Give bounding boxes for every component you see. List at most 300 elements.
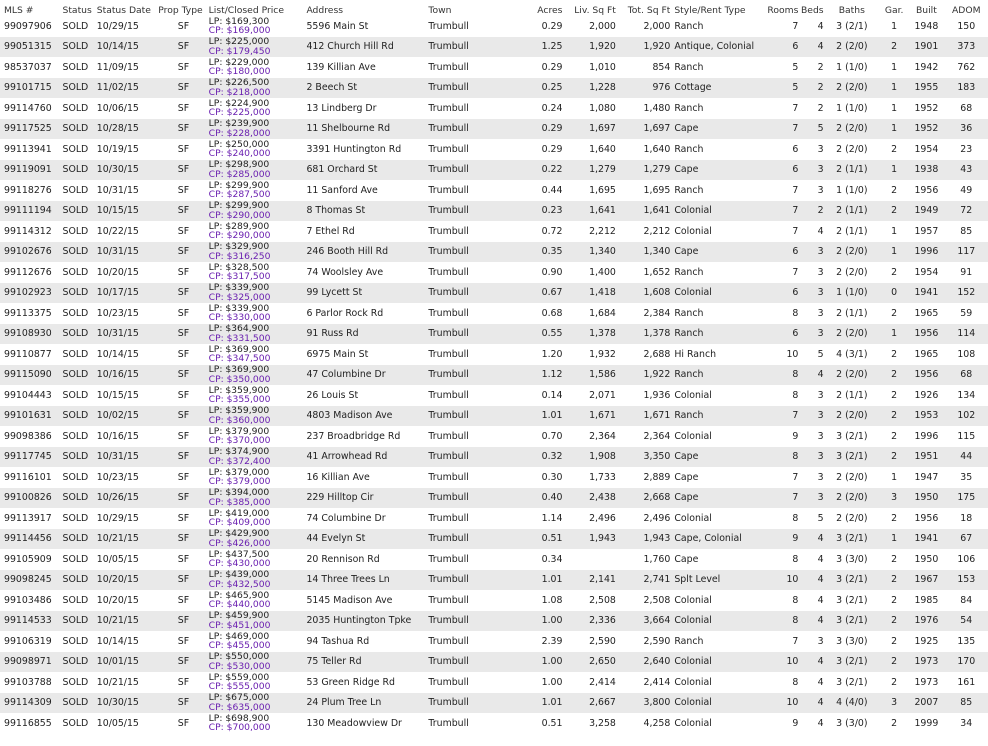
- liv-sqft-cell: 1,920: [562, 37, 615, 58]
- town-cell: Trumbull: [428, 594, 469, 606]
- price-cell: [209, 324, 307, 345]
- liv-sqft-cell: 2,650: [562, 652, 615, 673]
- adom-cell: 85: [960, 225, 973, 237]
- beds-cell: 2: [798, 78, 823, 99]
- acres-cell: 1.00: [515, 652, 562, 673]
- list-price: LP: $239,900: [208, 118, 270, 130]
- liv-sqft-cell: 1,010: [589, 61, 616, 73]
- prop-type-cell: SF: [158, 160, 208, 181]
- baths-cell: 2 (2/0): [824, 324, 880, 345]
- garage-cell: 2: [891, 307, 898, 319]
- prop-type-cell: SF: [158, 570, 208, 591]
- rooms-cell: 7: [765, 119, 798, 140]
- adom-cell: 170: [945, 652, 988, 673]
- beds-cell: 3: [798, 283, 823, 304]
- baths-cell: 2 (2/0): [824, 78, 880, 99]
- status-cell: SOLD: [62, 471, 89, 483]
- table-row: [0, 262, 988, 283]
- list-price: LP: $359,900: [208, 385, 270, 396]
- built-cell: 1950: [908, 488, 944, 509]
- rooms-cell: 6: [765, 37, 798, 58]
- tot-sqft-cell: 4,258: [643, 717, 671, 729]
- tot-sqft-cell: 2,414: [643, 676, 671, 688]
- status-cell: SOLD: [62, 266, 89, 278]
- prop-type-cell: SF: [158, 324, 208, 345]
- mls-cell: 99113375: [4, 307, 52, 319]
- price-cell: [209, 590, 307, 611]
- list-price: LP: $250,000: [208, 139, 270, 150]
- tot-sqft-cell: 3,800: [616, 693, 670, 714]
- acres-cell: 0.51: [515, 529, 562, 550]
- status-cell: SOLD: [63, 365, 97, 386]
- status-cell: SOLD: [62, 225, 89, 237]
- beds-cell: 4: [817, 20, 824, 32]
- rooms-cell: 8: [792, 307, 799, 319]
- style-cell: Ranch: [674, 184, 704, 196]
- rooms-cell: 6: [765, 283, 798, 304]
- beds-cell: 4: [798, 652, 823, 673]
- acres-cell: 1.01: [515, 406, 562, 427]
- closed-price: CP: $228,000: [208, 127, 271, 139]
- tot-sqft-cell: 1,652: [643, 266, 671, 278]
- list-price: LP: $374,900: [208, 446, 270, 458]
- list-price: LP: $339,900: [208, 303, 270, 314]
- liv-sqft-cell: 1,733: [589, 471, 616, 483]
- adom-cell: 43: [945, 160, 988, 181]
- baths-cell: 1 (1/0): [836, 102, 868, 114]
- adom-cell: 373: [945, 37, 988, 58]
- garage-cell: 2: [891, 348, 898, 360]
- town-cell: Trumbull: [428, 553, 469, 565]
- rooms-cell: 8: [792, 389, 799, 401]
- mls-cell: 99108930: [0, 324, 63, 345]
- status-cell: SOLD: [62, 184, 89, 196]
- list-price: LP: $379,900: [208, 426, 270, 437]
- acres-cell: 1.08: [541, 594, 563, 606]
- status-cell: SOLD: [62, 553, 89, 565]
- rooms-cell: 7: [792, 20, 799, 32]
- baths-cell: 4 (3/1): [836, 348, 868, 360]
- built-cell: 1955: [908, 78, 944, 99]
- town-cell: Trumbull: [428, 447, 515, 468]
- tot-sqft-cell: 1,920: [616, 37, 670, 58]
- status-date-cell: 10/31/15: [97, 324, 158, 345]
- town-cell: Trumbull: [428, 307, 469, 319]
- mls-cell: 98537037: [4, 61, 52, 73]
- adom-cell: 91: [960, 266, 973, 278]
- garage-cell: 2: [891, 389, 898, 401]
- baths-cell: 2 (2/0): [836, 512, 868, 524]
- list-price: LP: $329,900: [208, 241, 270, 253]
- prop-type-cell: SF: [177, 512, 190, 524]
- acres-cell: 0.22: [515, 160, 562, 181]
- table-row: [0, 365, 988, 386]
- status-date-cell: 11/09/15: [96, 61, 139, 73]
- prop-type-cell: SF: [177, 61, 190, 73]
- status-cell: SOLD: [63, 693, 97, 714]
- mls-cell: 99114456: [0, 529, 63, 550]
- prop-type-cell: SF: [158, 529, 208, 550]
- rooms-cell: 6: [792, 143, 799, 155]
- rooms-cell: 7: [765, 201, 798, 222]
- status-date-cell: 10/20/15: [97, 570, 158, 591]
- baths-cell: 2 (2/0): [824, 37, 880, 58]
- status-cell: SOLD: [62, 143, 89, 155]
- price-cell: [209, 672, 307, 693]
- acres-cell: 1.12: [515, 365, 562, 386]
- table-row: [0, 242, 988, 263]
- col-liv-sqft: Liv. Sq Ft: [574, 5, 616, 16]
- closed-price: CP: $225,000: [208, 107, 271, 119]
- built-cell: 1942: [914, 61, 939, 73]
- liv-sqft-cell: 1,228: [562, 78, 615, 99]
- mls-cell: 99098245: [0, 570, 63, 591]
- list-price: LP: $369,900: [208, 344, 270, 355]
- town-cell: Trumbull: [428, 693, 515, 714]
- list-price: LP: $226,500: [208, 77, 270, 89]
- built-cell: 1941: [908, 283, 944, 304]
- address-cell: 75 Teller Rd: [306, 652, 428, 673]
- list-price: LP: $698,900: [208, 713, 270, 724]
- mls-cell: 99114533: [0, 611, 63, 632]
- status-date-cell: 10/02/15: [97, 406, 158, 427]
- town-cell: Trumbull: [428, 20, 469, 32]
- closed-price: CP: $330,000: [208, 312, 271, 324]
- status-cell: SOLD: [63, 201, 97, 222]
- tot-sqft-cell: 1,922: [616, 365, 670, 386]
- price-cell: [209, 406, 307, 427]
- acres-cell: 0.44: [541, 184, 563, 196]
- town-cell: Trumbull: [428, 266, 469, 278]
- closed-price: CP: $179,450: [208, 45, 271, 57]
- table-row: [0, 37, 988, 58]
- acres-cell: 0.34: [541, 553, 563, 565]
- prop-type-cell: SF: [177, 717, 190, 729]
- acres-cell: 0.29: [541, 143, 563, 155]
- address-cell: 8 Thomas St: [306, 201, 428, 222]
- liv-sqft-cell: 2,071: [589, 389, 616, 401]
- baths-cell: 1 (1/0): [836, 61, 868, 73]
- town-cell: Trumbull: [428, 102, 469, 114]
- garage-cell: 2: [880, 365, 908, 386]
- prop-type-cell: SF: [158, 611, 208, 632]
- table-row: [0, 324, 988, 345]
- mls-cell: 99114312: [4, 225, 52, 237]
- status-date-cell: 10/17/15: [97, 283, 158, 304]
- closed-price: CP: $218,000: [208, 86, 271, 98]
- beds-cell: 4: [798, 611, 823, 632]
- list-price: LP: $169,300: [208, 16, 270, 27]
- beds-cell: 4: [798, 37, 823, 58]
- closed-price: CP: $530,000: [208, 660, 271, 672]
- price-cell: [209, 447, 307, 468]
- prop-type-cell: SF: [177, 266, 190, 278]
- beds-cell: 5: [798, 119, 823, 140]
- garage-cell: 2: [880, 201, 908, 222]
- table-row: [0, 652, 988, 673]
- liv-sqft-cell: 1,684: [589, 307, 616, 319]
- acres-cell: 0.29: [515, 119, 562, 140]
- liv-sqft-cell: 1,279: [562, 160, 615, 181]
- mls-cell: 99101631: [0, 406, 63, 427]
- baths-cell: 2 (2/0): [836, 471, 868, 483]
- mls-cell: 99118276: [4, 184, 52, 196]
- beds-cell: 3: [798, 324, 823, 345]
- baths-cell: 3 (2/1): [836, 594, 868, 606]
- mls-cell: 99101715: [0, 78, 63, 99]
- beds-cell: 3: [817, 430, 824, 442]
- style-cell: Ranch: [670, 365, 765, 386]
- prop-type-cell: SF: [177, 20, 190, 32]
- beds-cell: 3: [817, 389, 824, 401]
- liv-sqft-cell: 2,364: [589, 430, 616, 442]
- built-cell: 1973: [908, 652, 944, 673]
- price-cell: [209, 467, 307, 488]
- price-cell: [209, 693, 307, 714]
- garage-cell: 2: [891, 266, 898, 278]
- rooms-cell: 7: [792, 184, 799, 196]
- address-cell: 44 Evelyn St: [306, 529, 428, 550]
- liv-sqft-cell: 2,336: [562, 611, 615, 632]
- town-cell: Trumbull: [428, 570, 515, 591]
- address-cell: 91 Russ Rd: [306, 324, 428, 345]
- price-cell: [209, 201, 307, 222]
- mls-cell: 99114760: [4, 102, 52, 114]
- price-cell: [209, 262, 307, 283]
- style-cell: Cape: [670, 242, 765, 263]
- beds-cell: 5: [817, 512, 824, 524]
- col-status: Status: [62, 5, 92, 16]
- col-style: Style/Rent Type: [674, 5, 746, 16]
- mls-cell: 99113941: [4, 143, 52, 155]
- status-cell: SOLD: [62, 20, 89, 32]
- garage-cell: 2: [891, 553, 898, 565]
- prop-type-cell: SF: [177, 389, 190, 401]
- table-row: [0, 57, 988, 78]
- tot-sqft-cell: 2,640: [616, 652, 670, 673]
- built-cell: 1949: [908, 201, 944, 222]
- style-cell: Cape: [670, 488, 765, 509]
- liv-sqft-cell: 2,496: [589, 512, 616, 524]
- prop-type-cell: SF: [177, 307, 190, 319]
- price-cell: [209, 426, 307, 447]
- baths-cell: 2 (2/0): [824, 119, 880, 140]
- baths-cell: 1 (1/0): [824, 283, 880, 304]
- town-cell: Trumbull: [428, 283, 515, 304]
- closed-price: CP: $440,000: [208, 599, 271, 611]
- table-row: [0, 180, 988, 201]
- prop-type-cell: SF: [177, 676, 190, 688]
- closed-price: CP: $360,000: [208, 414, 271, 426]
- garage-cell: 2: [880, 570, 908, 591]
- town-cell: Trumbull: [428, 512, 469, 524]
- status-date-cell: 10/14/15: [96, 635, 139, 647]
- status-cell: SOLD: [63, 570, 97, 591]
- beds-cell: 4: [817, 717, 824, 729]
- status-date-cell: 10/31/15: [97, 242, 158, 263]
- adom-cell: 67: [945, 529, 988, 550]
- rooms-cell: 6: [765, 324, 798, 345]
- beds-cell: 4: [798, 570, 823, 591]
- status-date-cell: 10/30/15: [97, 160, 158, 181]
- status-cell: SOLD: [62, 717, 89, 729]
- table-row: [0, 283, 988, 304]
- price-cell: [209, 529, 307, 550]
- status-cell: SOLD: [62, 389, 89, 401]
- prop-type-cell: SF: [177, 430, 190, 442]
- garage-cell: 1: [891, 61, 898, 73]
- status-cell: SOLD: [62, 61, 89, 73]
- status-date-cell: 10/30/15: [97, 693, 158, 714]
- mls-cell: 99114309: [0, 693, 63, 714]
- status-date-cell: 10/05/15: [96, 553, 139, 565]
- tot-sqft-cell: 1,697: [616, 119, 670, 140]
- list-price: LP: $339,900: [208, 282, 270, 294]
- prop-type-cell: SF: [158, 201, 208, 222]
- town-cell: Trumbull: [428, 324, 515, 345]
- liv-sqft-cell: 1,943: [562, 529, 615, 550]
- style-cell: Cape: [674, 471, 699, 483]
- table-row: [0, 590, 988, 611]
- list-price: LP: $439,000: [208, 569, 270, 581]
- acres-cell: 1.01: [515, 693, 562, 714]
- address-cell: 11 Sanford Ave: [306, 184, 378, 196]
- garage-cell: 2: [880, 447, 908, 468]
- table-row: [0, 631, 988, 652]
- style-cell: Cape: [670, 447, 765, 468]
- status-cell: SOLD: [62, 512, 89, 524]
- prop-type-cell: SF: [158, 652, 208, 673]
- prop-type-cell: SF: [158, 365, 208, 386]
- built-cell: 1954: [914, 266, 939, 278]
- liv-sqft-cell: 2,414: [589, 676, 616, 688]
- prop-type-cell: SF: [177, 553, 190, 565]
- garage-cell: 3: [880, 488, 908, 509]
- style-cell: Colonial: [674, 430, 712, 442]
- beds-cell: 3: [798, 160, 823, 181]
- closed-price: CP: $409,000: [208, 517, 271, 529]
- adom-cell: 153: [945, 570, 988, 591]
- style-cell: Splt Level: [670, 570, 765, 591]
- closed-price: CP: $430,000: [208, 558, 271, 570]
- tot-sqft-cell: 2,508: [643, 594, 671, 606]
- address-cell: 41 Arrowhead Rd: [306, 447, 428, 468]
- price-cell: [209, 242, 307, 263]
- table-row: [0, 16, 988, 37]
- built-cell: 1996: [914, 430, 939, 442]
- baths-cell: 3 (2/1): [824, 570, 880, 591]
- price-cell: [209, 385, 307, 406]
- acres-cell: 0.35: [515, 242, 562, 263]
- tot-sqft-cell: 1,760: [643, 553, 671, 565]
- status-date-cell: 10/21/15: [96, 676, 139, 688]
- built-cell: 1954: [914, 143, 939, 155]
- table-row: [0, 672, 988, 693]
- acres-cell: 0.70: [541, 430, 563, 442]
- tot-sqft-cell: 2,496: [643, 512, 671, 524]
- price-cell: [209, 139, 307, 160]
- rooms-cell: 9: [765, 529, 798, 550]
- list-price: LP: $419,000: [208, 508, 270, 519]
- mls-cell: 99106319: [4, 635, 52, 647]
- tot-sqft-cell: 3,664: [616, 611, 670, 632]
- acres-cell: 0.24: [541, 102, 563, 114]
- rooms-cell: 7: [792, 471, 799, 483]
- address-cell: 3391 Huntington Rd: [306, 143, 402, 155]
- prop-type-cell: SF: [158, 119, 208, 140]
- status-cell: SOLD: [63, 611, 97, 632]
- list-price: LP: $225,000: [208, 36, 270, 48]
- baths-cell: 3 (2/1): [836, 430, 868, 442]
- tot-sqft-cell: 2,384: [643, 307, 671, 319]
- table-row: [0, 344, 988, 365]
- baths-cell: 2 (1/1): [836, 225, 868, 237]
- price-cell: [209, 549, 307, 570]
- address-cell: 6975 Main St: [306, 348, 369, 360]
- list-price: LP: $379,000: [208, 467, 270, 478]
- town-cell: Trumbull: [428, 529, 515, 550]
- garage-cell: 2: [880, 611, 908, 632]
- status-date-cell: 10/20/15: [96, 266, 139, 278]
- tot-sqft-cell: 854: [652, 61, 671, 73]
- built-cell: 1999: [914, 717, 939, 729]
- status-date-cell: 11/02/15: [97, 78, 158, 99]
- baths-cell: 3 (3/0): [836, 717, 868, 729]
- rooms-cell: 7: [765, 406, 798, 427]
- adom-cell: 762: [957, 61, 976, 73]
- list-price: LP: $224,900: [208, 98, 270, 109]
- address-cell: 94 Tashua Rd: [306, 635, 370, 647]
- col-acres: Acres: [537, 5, 563, 16]
- table-row: [0, 119, 988, 140]
- built-cell: 1965: [914, 307, 939, 319]
- address-cell: 99 Lycett St: [306, 283, 428, 304]
- baths-cell: 1 (1/0): [836, 184, 868, 196]
- rooms-cell: 8: [792, 512, 799, 524]
- adom-cell: 175: [945, 488, 988, 509]
- adom-cell: 114: [945, 324, 988, 345]
- prop-type-cell: SF: [158, 242, 208, 263]
- address-cell: 5145 Madison Ave: [306, 594, 393, 606]
- list-price: LP: $675,000: [208, 692, 270, 704]
- liv-sqft-cell: 3,258: [589, 717, 616, 729]
- rooms-cell: 7: [792, 635, 799, 647]
- style-cell: Ranch: [670, 406, 765, 427]
- mls-cell: 99051315: [0, 37, 63, 58]
- baths-cell: 2 (2/0): [836, 266, 868, 278]
- liv-sqft-cell: 1,908: [562, 447, 615, 468]
- beds-cell: 3: [798, 447, 823, 468]
- list-price: LP: $299,900: [208, 180, 270, 191]
- mls-cell: 99098971: [0, 652, 63, 673]
- closed-price: CP: $555,000: [208, 681, 271, 693]
- garage-cell: 1: [891, 20, 898, 32]
- baths-cell: 3 (2/1): [824, 447, 880, 468]
- status-cell: SOLD: [63, 283, 97, 304]
- address-cell: 681 Orchard St: [306, 160, 428, 181]
- tot-sqft-cell: 1,480: [643, 102, 671, 114]
- liv-sqft-cell: 1,641: [562, 201, 615, 222]
- tot-sqft-cell: 1,640: [643, 143, 671, 155]
- tot-sqft-cell: 1,340: [616, 242, 670, 263]
- adom-cell: 34: [960, 717, 973, 729]
- garage-cell: 2: [880, 37, 908, 58]
- price-cell: [209, 713, 307, 734]
- closed-price: CP: $455,000: [208, 640, 271, 652]
- price-cell: [209, 303, 307, 324]
- status-date-cell: 10/15/15: [96, 389, 139, 401]
- liv-sqft-cell: 2,141: [562, 570, 615, 591]
